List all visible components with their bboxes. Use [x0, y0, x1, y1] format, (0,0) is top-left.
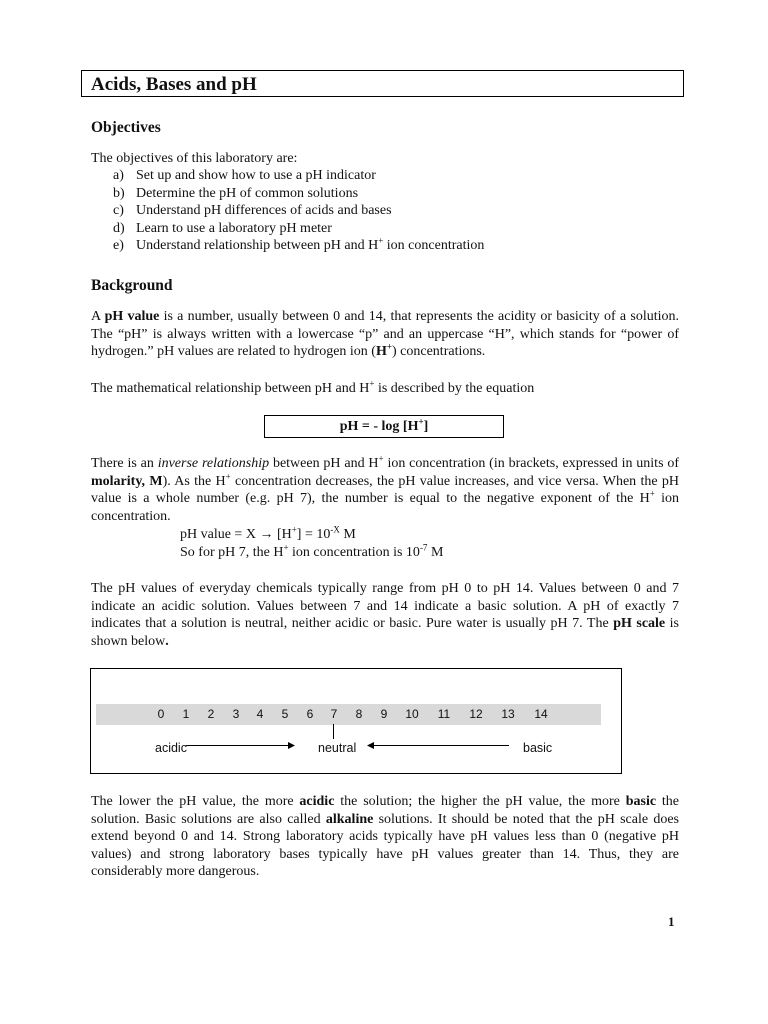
page-number: 1 — [668, 914, 675, 929]
ph-tick-label: 14 — [534, 707, 548, 721]
objectives-heading: Objectives — [91, 119, 161, 136]
list-item: b) Determine the pH of common solutions — [113, 185, 359, 201]
basic-label: basic — [523, 741, 553, 755]
ph-definition-paragraph: A pH value is a number, usually between 0 and 14, that represents the acidity or basicity of a solution. The “pH” is always written with a lowercase “p” and an uppercase “H”, which stands for “power of hydrogen.” pH values are related to hydrogen ion (H+) concentrations. — [91, 309, 679, 359]
ph-tick-label: 5 — [281, 707, 289, 721]
background-heading: Background — [91, 277, 173, 294]
ph-tick-label: 1 — [182, 707, 190, 721]
ph-tick-label: 3 — [232, 707, 240, 721]
list-item: a) Set up and show how to use a pH indicator — [113, 168, 376, 183]
neutral-marker-line — [333, 724, 334, 739]
inverse-relationship-paragraph: There is an inverse relationship between pH and H+ ion concentration (in brackets, expressed in units of molarity, M). As the H+ concentration decreases, the pH value increases, and vice versa. When the pH value is a whole number (e.g. pH 7), the number is equal to the negative exponent of the H+ ion concentration. — [91, 453, 680, 524]
acidic-label: acidic — [155, 741, 187, 755]
objectives-intro: The objectives of this laboratory are: — [91, 151, 298, 166]
acidic-arrow-icon — [186, 741, 296, 751]
list-item: d) Learn to use a laboratory pH meter — [113, 220, 332, 236]
ph-tick-label: 0 — [157, 707, 165, 721]
ph-tick-label: 11 — [437, 707, 451, 721]
formula-line-1: pH value = $X \to [H^+] = 10^{-X}$ M — [180, 524, 356, 542]
ph-tick-label: 2 — [207, 707, 215, 721]
acidic-basic-paragraph: The lower the pH value, the more acidic the solution; the higher the pH value, the more basic the solution. Basic solutions are also called alkaline solutions. It should be noted that the pH scale does extend beyond 0 and 14. Strong laboratory acids typically have pH values less than 0 (negative pH values) and strong laboratory bases typically have pH values greater than 14. Thus, they are considerably more dangerous. — [91, 794, 679, 879]
right-arrow-icon: → — [259, 527, 274, 542]
ph-range-paragraph: The pH values of everyday chemicals typically range from pH 0 to pH 14. Values between 0 and 7 indicate an acidic solution. Values between 7 and 14 indicate a basic solution. A pH of exactly 7 indicates that a solution is neutral, neither acidic or basic. Pure water is usually pH 7. The pH scale is shown below. — [91, 581, 679, 649]
formula-line-2: So for pH 7, the H+ ion concentration is $10^{-7}$ M — [180, 542, 444, 560]
ph-tick-label: 4 — [256, 707, 264, 721]
ph-tick-label: 8 — [355, 707, 363, 721]
ph-tick-label: 7 — [330, 707, 338, 721]
basic-arrow-icon — [367, 741, 510, 751]
ph-tick-label: 13 — [501, 707, 515, 721]
neutral-label: neutral — [318, 741, 357, 755]
ph-tick-label: 6 — [306, 707, 314, 721]
list-item: e) Understand relationship between pH and H+ ion concentration — [113, 235, 485, 253]
ph-equation: pH = - log [H+] — [264, 415, 504, 438]
list-item: c) Understand pH differences of acids and bases — [113, 203, 392, 218]
ph-tick-label: 9 — [380, 707, 388, 721]
objectives-list — [91, 167, 679, 255]
ph-tick-label: 10 — [405, 707, 419, 721]
relationship-paragraph: The mathematical relationship between pH and H+ is described by the equation — [91, 378, 535, 396]
page-title: Acids, Bases and pH — [81, 70, 684, 97]
ph-tick-label: 12 — [469, 707, 483, 721]
